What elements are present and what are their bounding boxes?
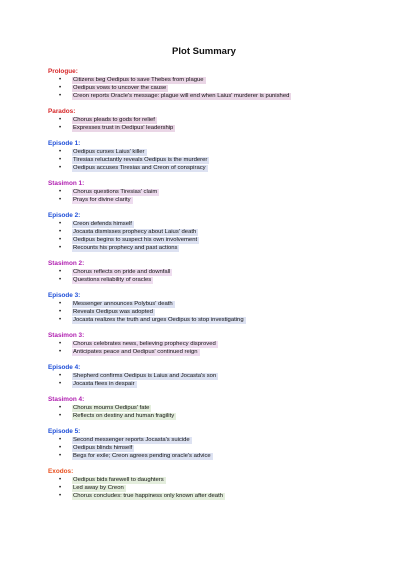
list-item-text: Begs for exile; Creon agrees pending oracle's advice <box>73 453 211 459</box>
bullet-list <box>48 116 360 132</box>
bullet-icon: • <box>59 157 62 163</box>
list-item-text: Led away by Creon <box>73 485 124 491</box>
section <box>48 332 360 356</box>
bullet-list <box>48 436 360 460</box>
bullet-icon: • <box>59 373 62 379</box>
list-item <box>48 380 360 388</box>
bullet-icon: • <box>59 149 62 155</box>
list-item <box>48 276 360 284</box>
list-item <box>48 116 360 124</box>
list-item <box>48 476 360 484</box>
bullet-icon: • <box>59 93 62 99</box>
bullet-list <box>48 372 360 388</box>
bullet-icon: • <box>59 165 62 171</box>
list-item <box>48 348 360 356</box>
bullet-icon: • <box>59 309 62 315</box>
list-item-text: Tiresias reluctantly reveals Oedipus is the murderer <box>73 157 208 163</box>
plot-summary-sections <box>48 68 360 500</box>
bullet-icon: • <box>59 301 62 307</box>
section-heading: Stasimon 3: <box>48 332 85 339</box>
section-heading: Stasimon 1: <box>48 180 85 187</box>
list-item-text: Jocasta realizes the truth and urges Oedipus to stop investigating <box>73 317 244 323</box>
list-item <box>48 92 360 100</box>
list-item <box>48 404 360 412</box>
page-title: Plot Summary <box>172 46 236 57</box>
bullet-list <box>48 220 360 252</box>
list-item <box>48 308 360 316</box>
bullet-list <box>48 268 360 284</box>
bullet-icon: • <box>59 245 62 251</box>
bullet-list <box>48 340 360 356</box>
section <box>48 68 360 100</box>
section <box>48 140 360 172</box>
list-item-text: Jocasta flees in despair <box>73 381 135 387</box>
section-heading: Episode 4: <box>48 364 81 371</box>
list-item-text: Chorus questions Tiresias' claim <box>73 189 158 195</box>
list-item-text: Oedipus accuses Tiresias and Creon of conspiracy <box>73 165 206 171</box>
bullet-icon: • <box>59 453 62 459</box>
bullet-list <box>48 404 360 420</box>
list-item <box>48 236 360 244</box>
list-item <box>48 492 360 500</box>
list-item-text: Expresses trust in Oedipus' leadership <box>73 125 174 131</box>
list-item <box>48 228 360 236</box>
bullet-list <box>48 148 360 172</box>
bullet-icon: • <box>59 85 62 91</box>
section <box>48 108 360 132</box>
list-item-text: Chorus concludes: true happiness only known after death <box>73 493 223 499</box>
section-heading: Stasimon 2: <box>48 260 85 267</box>
list-item-text: Anticipates peace and Oedipus' continued reign <box>73 349 198 355</box>
list-item <box>48 268 360 276</box>
bullet-list <box>48 300 360 324</box>
bullet-icon: • <box>59 317 62 323</box>
list-item <box>48 300 360 308</box>
bullet-icon: • <box>59 237 62 243</box>
bullet-icon: • <box>59 493 62 499</box>
list-item-text: Creon reports Oracle's message: plague will end when Laius' murderer is punished <box>73 93 290 99</box>
list-item-text: Questions reliability of oracles <box>73 277 152 283</box>
list-item-text: Creon defends himself <box>73 221 132 227</box>
list-item-text: Oedipus blinds himself <box>73 445 133 451</box>
bullet-icon: • <box>59 197 62 203</box>
list-item <box>48 340 360 348</box>
bullet-icon: • <box>59 277 62 283</box>
bullet-list <box>48 188 360 204</box>
list-item <box>48 76 360 84</box>
bullet-icon: • <box>59 445 62 451</box>
list-item <box>48 412 360 420</box>
list-item <box>48 484 360 492</box>
bullet-icon: • <box>59 221 62 227</box>
list-item <box>48 436 360 444</box>
list-item <box>48 452 360 460</box>
list-item-text: Shepherd confirms Oedipus is Laius and Jocasta's son <box>73 373 217 379</box>
list-item <box>48 244 360 252</box>
list-item <box>48 196 360 204</box>
list-item-text: Chorus pleads to gods for relief <box>73 117 155 123</box>
list-item-text: Messenger announces Polybus' death <box>73 301 173 307</box>
list-item-text: Oedipus curses Laius' killer <box>73 149 145 155</box>
bullet-icon: • <box>59 477 62 483</box>
section-heading: Exodos: <box>48 468 74 475</box>
list-item-text: Chorus reflects on pride and downfall <box>73 269 171 275</box>
bullet-icon: • <box>59 405 62 411</box>
list-item-text: Recounts his prophecy and past actions <box>73 245 178 251</box>
bullet-icon: • <box>59 229 62 235</box>
section <box>48 180 360 204</box>
bullet-icon: • <box>59 189 62 195</box>
section <box>48 468 360 500</box>
bullet-list <box>48 476 360 500</box>
section-heading: Prologue: <box>48 68 78 75</box>
list-item-text: Reflects on destiny and human fragility <box>73 413 175 419</box>
list-item-text: Oedipus vows to uncover the cause <box>73 85 167 91</box>
list-item-text: Prays for divine clarity <box>73 197 131 203</box>
list-item-text: Jocasta dismisses prophecy about Laius' death <box>73 229 197 235</box>
list-item <box>48 84 360 92</box>
section-heading: Episode 2: <box>48 212 81 219</box>
bullet-icon: • <box>59 77 62 83</box>
list-item <box>48 444 360 452</box>
section-heading: Episode 3: <box>48 292 81 299</box>
bullet-icon: • <box>59 125 62 131</box>
list-item-text: Second messenger reports Jocasta's suicide <box>73 437 190 443</box>
section <box>48 396 360 420</box>
bullet-icon: • <box>59 341 62 347</box>
section-heading: Parados: <box>48 108 76 115</box>
list-item <box>48 124 360 132</box>
section-heading: Episode 5: <box>48 428 81 435</box>
list-item-text: Oedipus begins to suspect his own involvement <box>73 237 198 243</box>
list-item-text: Oedipus bids farewell to daughters <box>73 477 164 483</box>
list-item <box>48 148 360 156</box>
bullet-icon: • <box>59 485 62 491</box>
list-item <box>48 372 360 380</box>
list-item-text: Reveals Oedipus was adopted <box>73 309 153 315</box>
bullet-icon: • <box>59 117 62 123</box>
list-item <box>48 316 360 324</box>
list-item-text: Citizens beg Oedipus to save Thebes from plague <box>73 77 204 83</box>
list-item-text: Chorus mourns Oedipus' fate <box>73 405 150 411</box>
bullet-icon: • <box>59 381 62 387</box>
bullet-icon: • <box>59 269 62 275</box>
list-item <box>48 164 360 172</box>
section <box>48 364 360 388</box>
bullet-icon: • <box>59 437 62 443</box>
section <box>48 260 360 284</box>
list-item-text: Chorus celebrates news, believing prophecy disproved <box>73 341 216 347</box>
section <box>48 292 360 324</box>
section <box>48 428 360 460</box>
bullet-list <box>48 76 360 100</box>
section-heading: Stasimon 4: <box>48 396 85 403</box>
section <box>48 212 360 252</box>
list-item <box>48 156 360 164</box>
bullet-icon: • <box>59 349 62 355</box>
list-item <box>48 220 360 228</box>
list-item <box>48 188 360 196</box>
section-heading: Episode 1: <box>48 140 81 147</box>
bullet-icon: • <box>59 413 62 419</box>
